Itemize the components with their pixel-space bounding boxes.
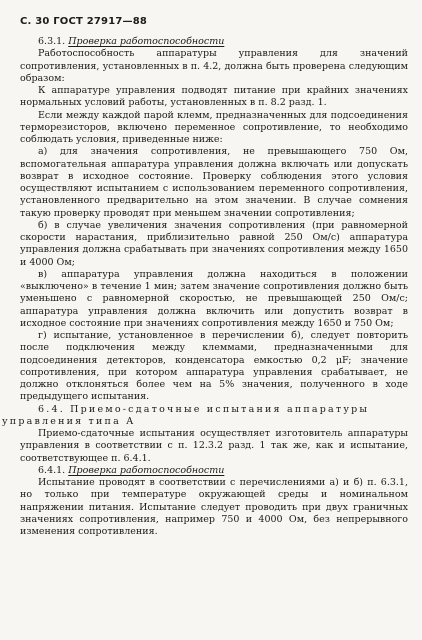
paragraph-intro: Работоспособность аппаратуры управления для значений сопротивления, установленных в п. 4.2, должна быть проверена следующим образом: xyxy=(20,48,408,84)
paragraph-item-g: г) испытание, установленное в перечислении б), следует повторить после подключения между клеммами, предназначенными для подсоединения детекторов, конденсатора емкостью 0,2 μF; значение сопротивления, при котором аппаратура управления срабатывает, не должно отклоняться более чем на 5% значения, полученного в ходе предыдущего испытания. xyxy=(20,330,408,403)
paragraph-item-b: б) в случае увеличения значения сопротивления (при равномерной скорости нарастания, приблизительно равной 250 Ом/с) аппаратура управления должна срабатывать при значениях сопротивления между 1650 и 4000 Ом; xyxy=(20,219,408,268)
section-number: 6.4.1. xyxy=(38,464,66,476)
document-body xyxy=(2,36,408,538)
paragraph-item-a: а) для значения сопротивления, не превышающего 750 Ом, вспомогательная аппаратура управления должна включать или допускать возврат в исходное состояние. Проверку соблюдения этого условия осуществляют испытанием с использованием переменного сопротивления, установленного предварительно на этом значении. В случае сомнения такую проверку проводят при меньшем значении сопротивления; xyxy=(20,146,408,219)
section-heading-line-1: 6.4. Приемо-сдаточные испытания аппаратуры xyxy=(38,403,370,415)
section-title: Проверка работоспособности xyxy=(68,36,225,47)
section-title: Проверка работоспособности xyxy=(68,464,225,476)
section-number: 6.3.1. xyxy=(38,36,66,47)
section-heading-6-4-1 xyxy=(20,465,408,477)
paragraph-test-procedure: Испытание проводят в соответствии с перечислениями а) и б) п. 6.3.1, но только при температуре окружающей среды и номинальном напряжении питания. Испытание следует проводить при двух граничных значениях сопротивления, например 750 и 4000 Ом, без непрерывного изменения сопротивления. xyxy=(20,477,408,537)
paragraph-conditions: Если между каждой парой клемм, предназначенных для подсоединения терморезисторов, включено переменное сопротивление, то необходимо соблюдать условия, приведенные ниже: xyxy=(20,109,408,145)
paragraph-acceptance: Приемо-сдаточные испытания осуществляет изготовитель аппаратуры управления в соответствии с п. 12.3.2 разд. 1 так же, как и испытание, соответствующее п. 6.4.1. xyxy=(20,428,408,464)
section-heading-6-3-1 xyxy=(20,36,408,48)
section-heading-line-2: управления типа А xyxy=(2,415,136,427)
running-head: С. 30 ГОСТ 27917—88 xyxy=(20,16,148,27)
section-heading-6-4 xyxy=(2,403,408,429)
paragraph-power-supply: К аппаратуре управления подводят питание при крайних значениях нормальных условий работы, установленных в п. 8.2 разд. 1. xyxy=(20,85,408,109)
paragraph-item-v: в) аппаратура управления должна находиться в положении «выключено» в течение 1 мин; затем значение сопротивления должно быть уменьшено с равномерной скоростью, не превышающей 250 Ом/с; аппаратура управления должна включить или допустить возврат в исходное состояние при значениях сопротивления между 1650 и 750 Ом; xyxy=(20,268,408,329)
